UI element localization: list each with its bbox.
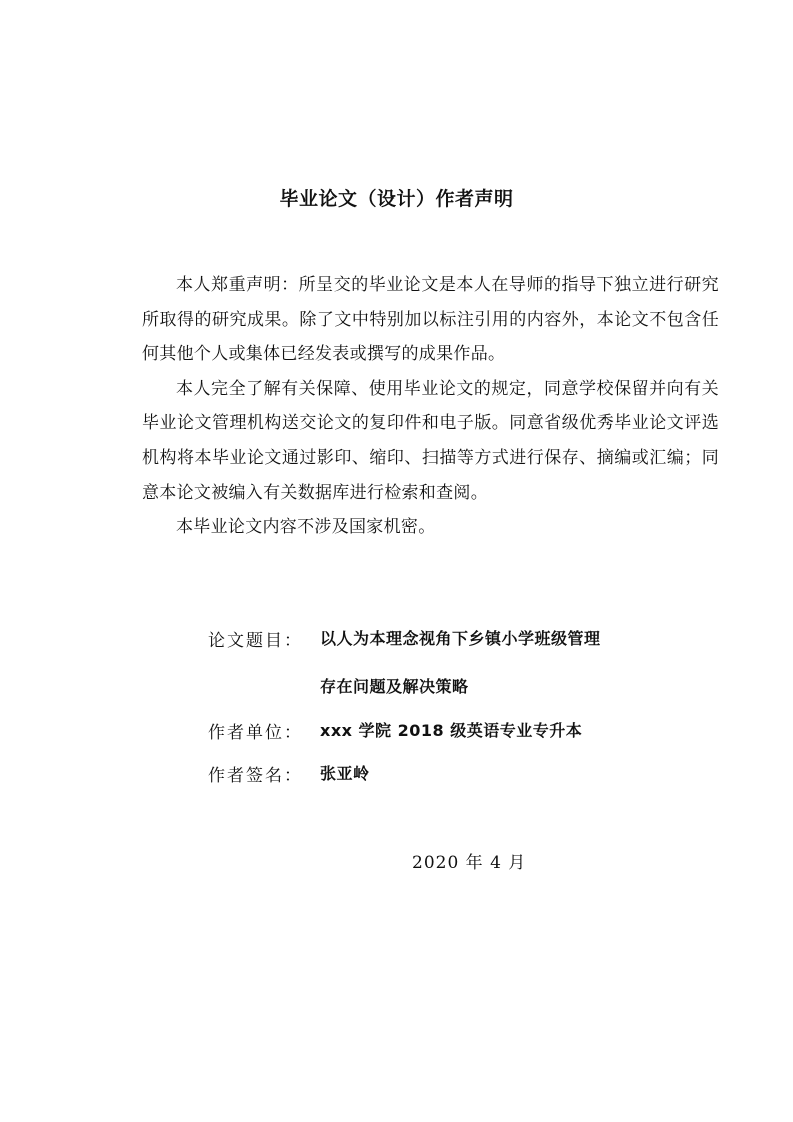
declaration-paragraph-1: 本人郑重声明：所呈交的毕业论文是本人在导师的指导下独立进行研究所取得的研究成果。除了文中特别加以标注引用的内容外，本论文不包含任何其他个人或集体已经发表或撰写的成果作品。 bbox=[142, 275, 719, 365]
page-title: 毕业论文（设计）作者声明 bbox=[279, 188, 514, 210]
thesis-title-continuation-row bbox=[0, 674, 793, 702]
thesis-title-line-1: 以人为本理念视角下乡镇小学班级管理 bbox=[320, 629, 601, 648]
thesis-title-line-2: 存在问题及解决策略 bbox=[320, 677, 469, 696]
author-signature-row bbox=[0, 761, 793, 789]
author-unit-value: xxx 学院 2018 级英语专业专升本 bbox=[320, 721, 583, 740]
declaration-body bbox=[142, 268, 719, 545]
author-unit-label: 作者单位： bbox=[208, 723, 303, 743]
author-signature-label: 作者签名： bbox=[208, 766, 303, 786]
declaration-date: 2020 年 4 月 bbox=[412, 853, 527, 873]
declaration-paragraph-2: 本人完全了解有关保障、使用毕业论文的规定，同意学校保留并向有关毕业论文管理机构送交论文的复印件和电子版。同意省级优秀毕业论文评选机构将本毕业论文通过影印、缩印、扫描等方式进行保存、摘编或汇编；同意本论文被编入有关数据库进行检索和查阅。 bbox=[142, 378, 719, 503]
declaration-paragraph-3: 本毕业论文内容不涉及国家机密。 bbox=[176, 517, 436, 538]
thesis-title-row bbox=[0, 626, 793, 654]
thesis-title-label: 论文题目： bbox=[208, 631, 303, 651]
author-unit-row bbox=[0, 718, 793, 746]
author-signature-value: 张亚岭 bbox=[320, 764, 370, 783]
